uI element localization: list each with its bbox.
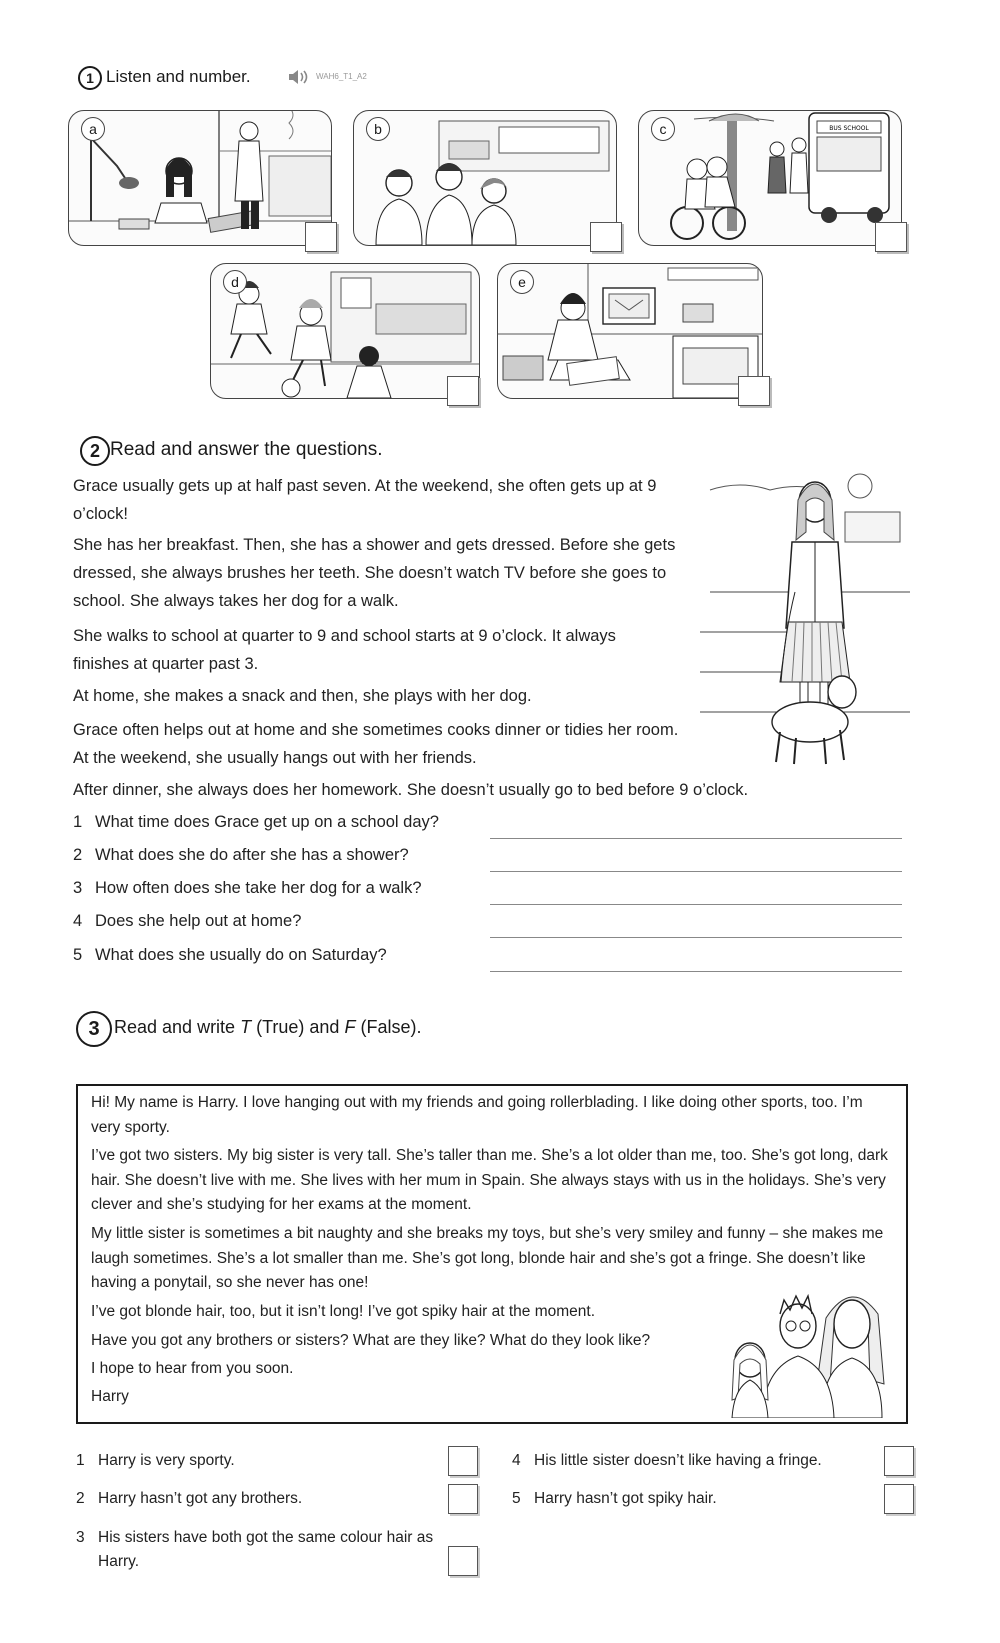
tf-box-5[interactable] [884,1484,914,1514]
picture-e-scene [498,264,762,398]
statement-3: 3 His sisters have both got the same colour hair as Harry. [76,1529,434,1570]
question-1: 1 What time does Grace get up on a school day? [73,813,439,831]
question-2: 2 What does she do after she has a shower? [73,846,409,864]
ex2-title: Read and answer the questions. [110,439,383,460]
picture-a [68,110,332,246]
ex2-paragraph-3: She walks to school at quarter to 9 and school starts at 9 o’clock. It always finishes at quarter past 3. [73,627,616,673]
picture-c-letter: c [651,117,675,141]
letter-paragraph-4: I’ve got blonde hair, too, but it isn’t long! I’ve got spiky hair at the moment. [91,1303,596,1320]
statement-1: 1 Harry is very sporty. [76,1452,235,1469]
answer-box-b[interactable] [590,222,622,252]
letter-paragraph-3: My little sister is sometimes a bit naughty and she breaks my toys, but she’s very smiley and funny – she makes me laugh sometimes. She’s a lot smaller than me. She’s got long, blonde hair and she’s got a fringe. She doesn’t like having a ponytail, so she never has one! [91,1225,884,1291]
answer-box-c[interactable] [875,222,907,252]
statement-5: 5 Harry hasn’t got spiky hair. [512,1490,717,1507]
question-5: 5 What does she usually do on Saturday? [73,946,387,964]
ex2-paragraph-4: At home, she makes a snack and then, she plays with her dog. [73,687,532,705]
picture-e [497,263,763,399]
answer-line-5[interactable] [490,971,902,972]
answer-line-2[interactable] [490,871,902,872]
letter-paragraph-6: I hope to hear from you soon. [91,1360,294,1377]
ex3-title: Read and write T (True) and F (False). [114,1017,422,1037]
picture-d [210,263,480,399]
picture-b-scene [354,111,616,245]
picture-d-letter: d [223,270,247,294]
picture-a-letter: a [81,117,105,141]
picture-b [353,110,617,246]
picture-c-scene [639,111,901,245]
ex2-paragraph-6: After dinner, she always does her homework. She doesn’t usually go to bed before 9 o’clock. [73,781,749,799]
letter-signature: Harry [91,1388,129,1405]
letter-box [76,1084,908,1424]
answer-line-4[interactable] [490,937,902,938]
letter-paragraph-1: Hi! My name is Harry. I love hanging out with my friends and going rollerblading. I like doing other sports, too. I’m very sporty. [91,1094,863,1136]
tf-box-2[interactable] [448,1484,478,1514]
letter-paragraph-2: I’ve got two sisters. My big sister is very tall. She’s taller than me. She’s a lot older than me, too. She’s got long, dark hair. She doesn’t live with me. She lives with her mum in Spain. She always stays with us in the holidays. She’s very clever and she’s studying for her exams at the moment. [91,1147,888,1213]
ex1-number: 1 [78,66,102,90]
ex2-paragraph-1: Grace usually gets up at half past seven. At the weekend, she often gets up at 9 o’clock! [73,477,657,523]
picture-d-scene [211,264,479,398]
tf-box-4[interactable] [884,1446,914,1476]
speaker-icon[interactable] [287,68,311,91]
statement-4: 4 His little sister doesn’t like having a fringe. [512,1452,822,1469]
answer-box-d[interactable] [447,376,479,406]
harry-family-illustration [718,1274,898,1418]
bus-sign: BUS SCHOOL [829,125,869,132]
ex2-number: 2 [80,436,110,466]
question-3: 3 How often does she take her dog for a walk? [73,879,422,897]
ex3-number: 3 [76,1011,112,1047]
answer-line-1[interactable] [490,838,902,839]
picture-b-letter: b [366,117,390,141]
ex2-paragraph-2: She has her breakfast. Then, she has a shower and gets dressed. Before she gets dressed, she always brushes her teeth. She doesn’t watch TV before she goes to school. She always takes her dog for a walk. [73,536,676,610]
ex2-paragraph-5: Grace often helps out at home and she sometimes cooks dinner or tidies her room. At the weekend, she usually hangs out with her friends. [73,721,679,767]
answer-box-a[interactable] [305,222,337,252]
statement-2: 2 Harry hasn’t got any brothers. [76,1490,303,1507]
answer-line-3[interactable] [490,904,902,905]
letter-paragraph-5: Have you got any brothers or sisters? What are they like? What do they look like? [91,1332,651,1349]
answer-box-e[interactable] [738,376,770,406]
grace-illustration [700,472,910,772]
picture-a-scene [69,111,331,245]
ex1-title: Listen and number. [106,67,251,86]
tf-box-3[interactable] [448,1546,478,1576]
tf-box-1[interactable] [448,1446,478,1476]
audio-code: WAH6_T1_A2 [316,72,367,81]
picture-e-letter: e [510,270,534,294]
question-4: 4 Does she help out at home? [73,912,302,930]
picture-c [638,110,902,246]
